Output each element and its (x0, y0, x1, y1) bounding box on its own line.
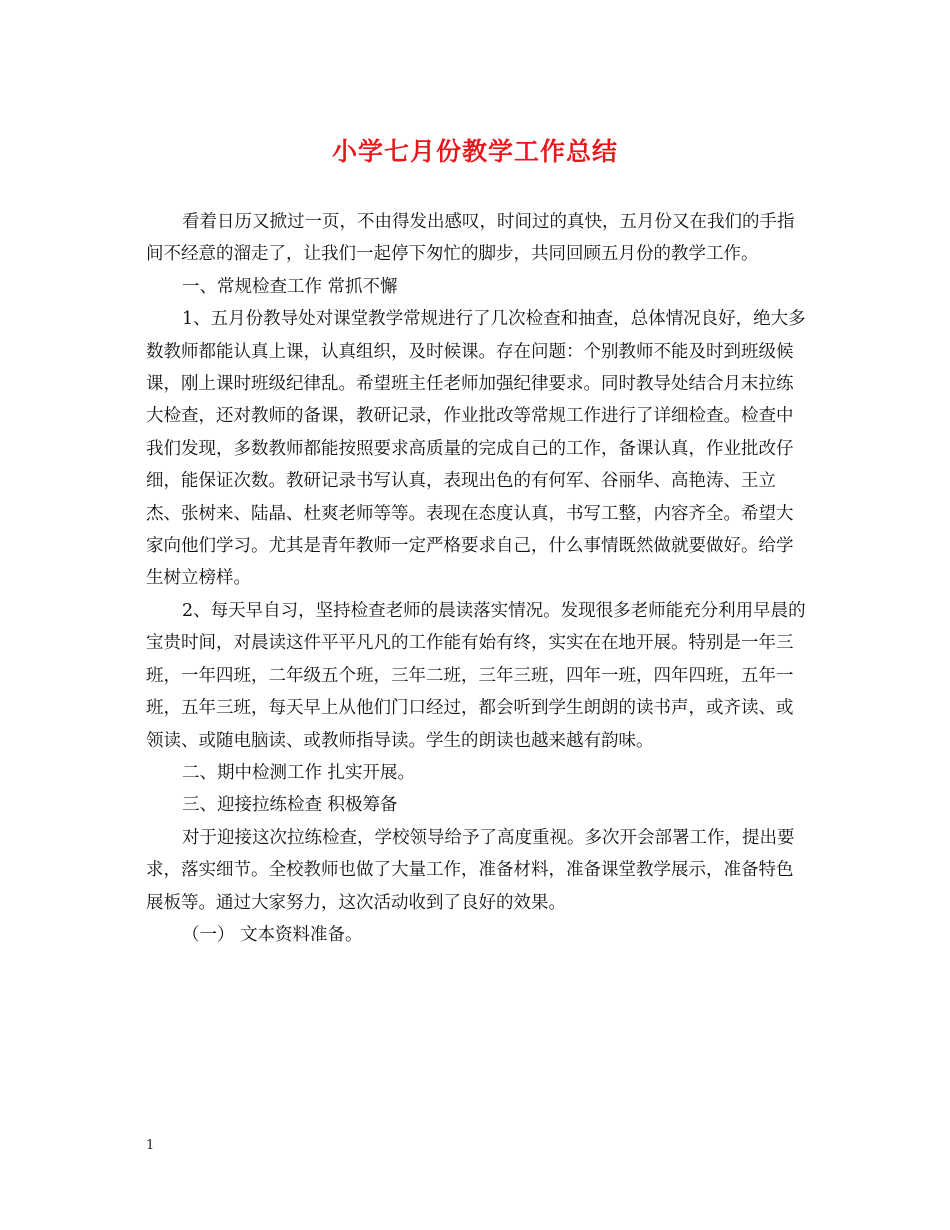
paragraph-item-1: 1、五月份教导处对课堂教学常规进行了几次检查和抽查，总体情况良好，绝大多数教师都能认真上课，认真组织，及时候课。存在问题：个别教师不能及时到班级候课，刚上课时班级纪律乱。希望班主任老师加强纪律要求。同时教导处结合月末拉练大检查，还对教师的备课，教研记录，作业批改等常规工作进行了详细检查。检查中我们发现，多数教师都能按照要求高质量的完成自己的工作，备课认真，作业批改仔细，能保证次数。教研记录书写认真，表现出色的有何军、谷丽华、高艳涛、王立杰、张树来、陆晶、杜爽老师等等。表现在态度认真，书写工整，内容齐全。希望大家向他们学习。尤其是青年教师一定严格要求自己，什么事情既然做就要做好。给学生树立榜样。 (146, 309, 806, 589)
heading-section-2: 二、期中检测工作 扎实开展。 (182, 762, 416, 783)
paragraph-intro: 看着日历又掀过一页，不由得发出感叹，时间过的真快，五月份又在我们的手指间不经意的溜走了，让我们一起停下匆忙的脚步，共同回顾五月份的教学工作。 (146, 212, 795, 265)
page-number: 1 (146, 1138, 155, 1153)
heading-section-3: 三、迎接拉练检查 积极筹备 (182, 795, 398, 816)
document-title: 小学七月份教学工作总结 (331, 137, 618, 166)
document-body (146, 206, 806, 951)
paragraph-section-3: 对于迎接这次拉练检查，学校领导给予了高度重视。多次开会部署工作，提出要求，落实细节。全校教师也做了大量工作，准备材料，准备课堂教学展示，准备特色展板等。通过大家努力，这次活动收到了良好的效果。 (146, 827, 795, 913)
paragraph-item-2: 2、每天早自习，坚持检查老师的晨读落实情况。发现很多老师能充分利用早晨的宝贵时间，对晨读这件平平凡凡的工作能有始有终，实实在在地开展。特别是一年三班，一年四班，二年级五个班，三年二班，三年三班，四年一班，四年四班，五年一班，五年三班，每天早上从他们门口经过，都会听到学生朗朗的读书声，或齐读、或领读、或随电脑读、或教师指导读。学生的朗读也越来越有韵味。 (146, 600, 806, 751)
subheading-text-materials: （一） 文本资料准备。 (182, 924, 363, 945)
heading-section-1: 一、常规检查工作 常抓不懈 (182, 276, 398, 297)
